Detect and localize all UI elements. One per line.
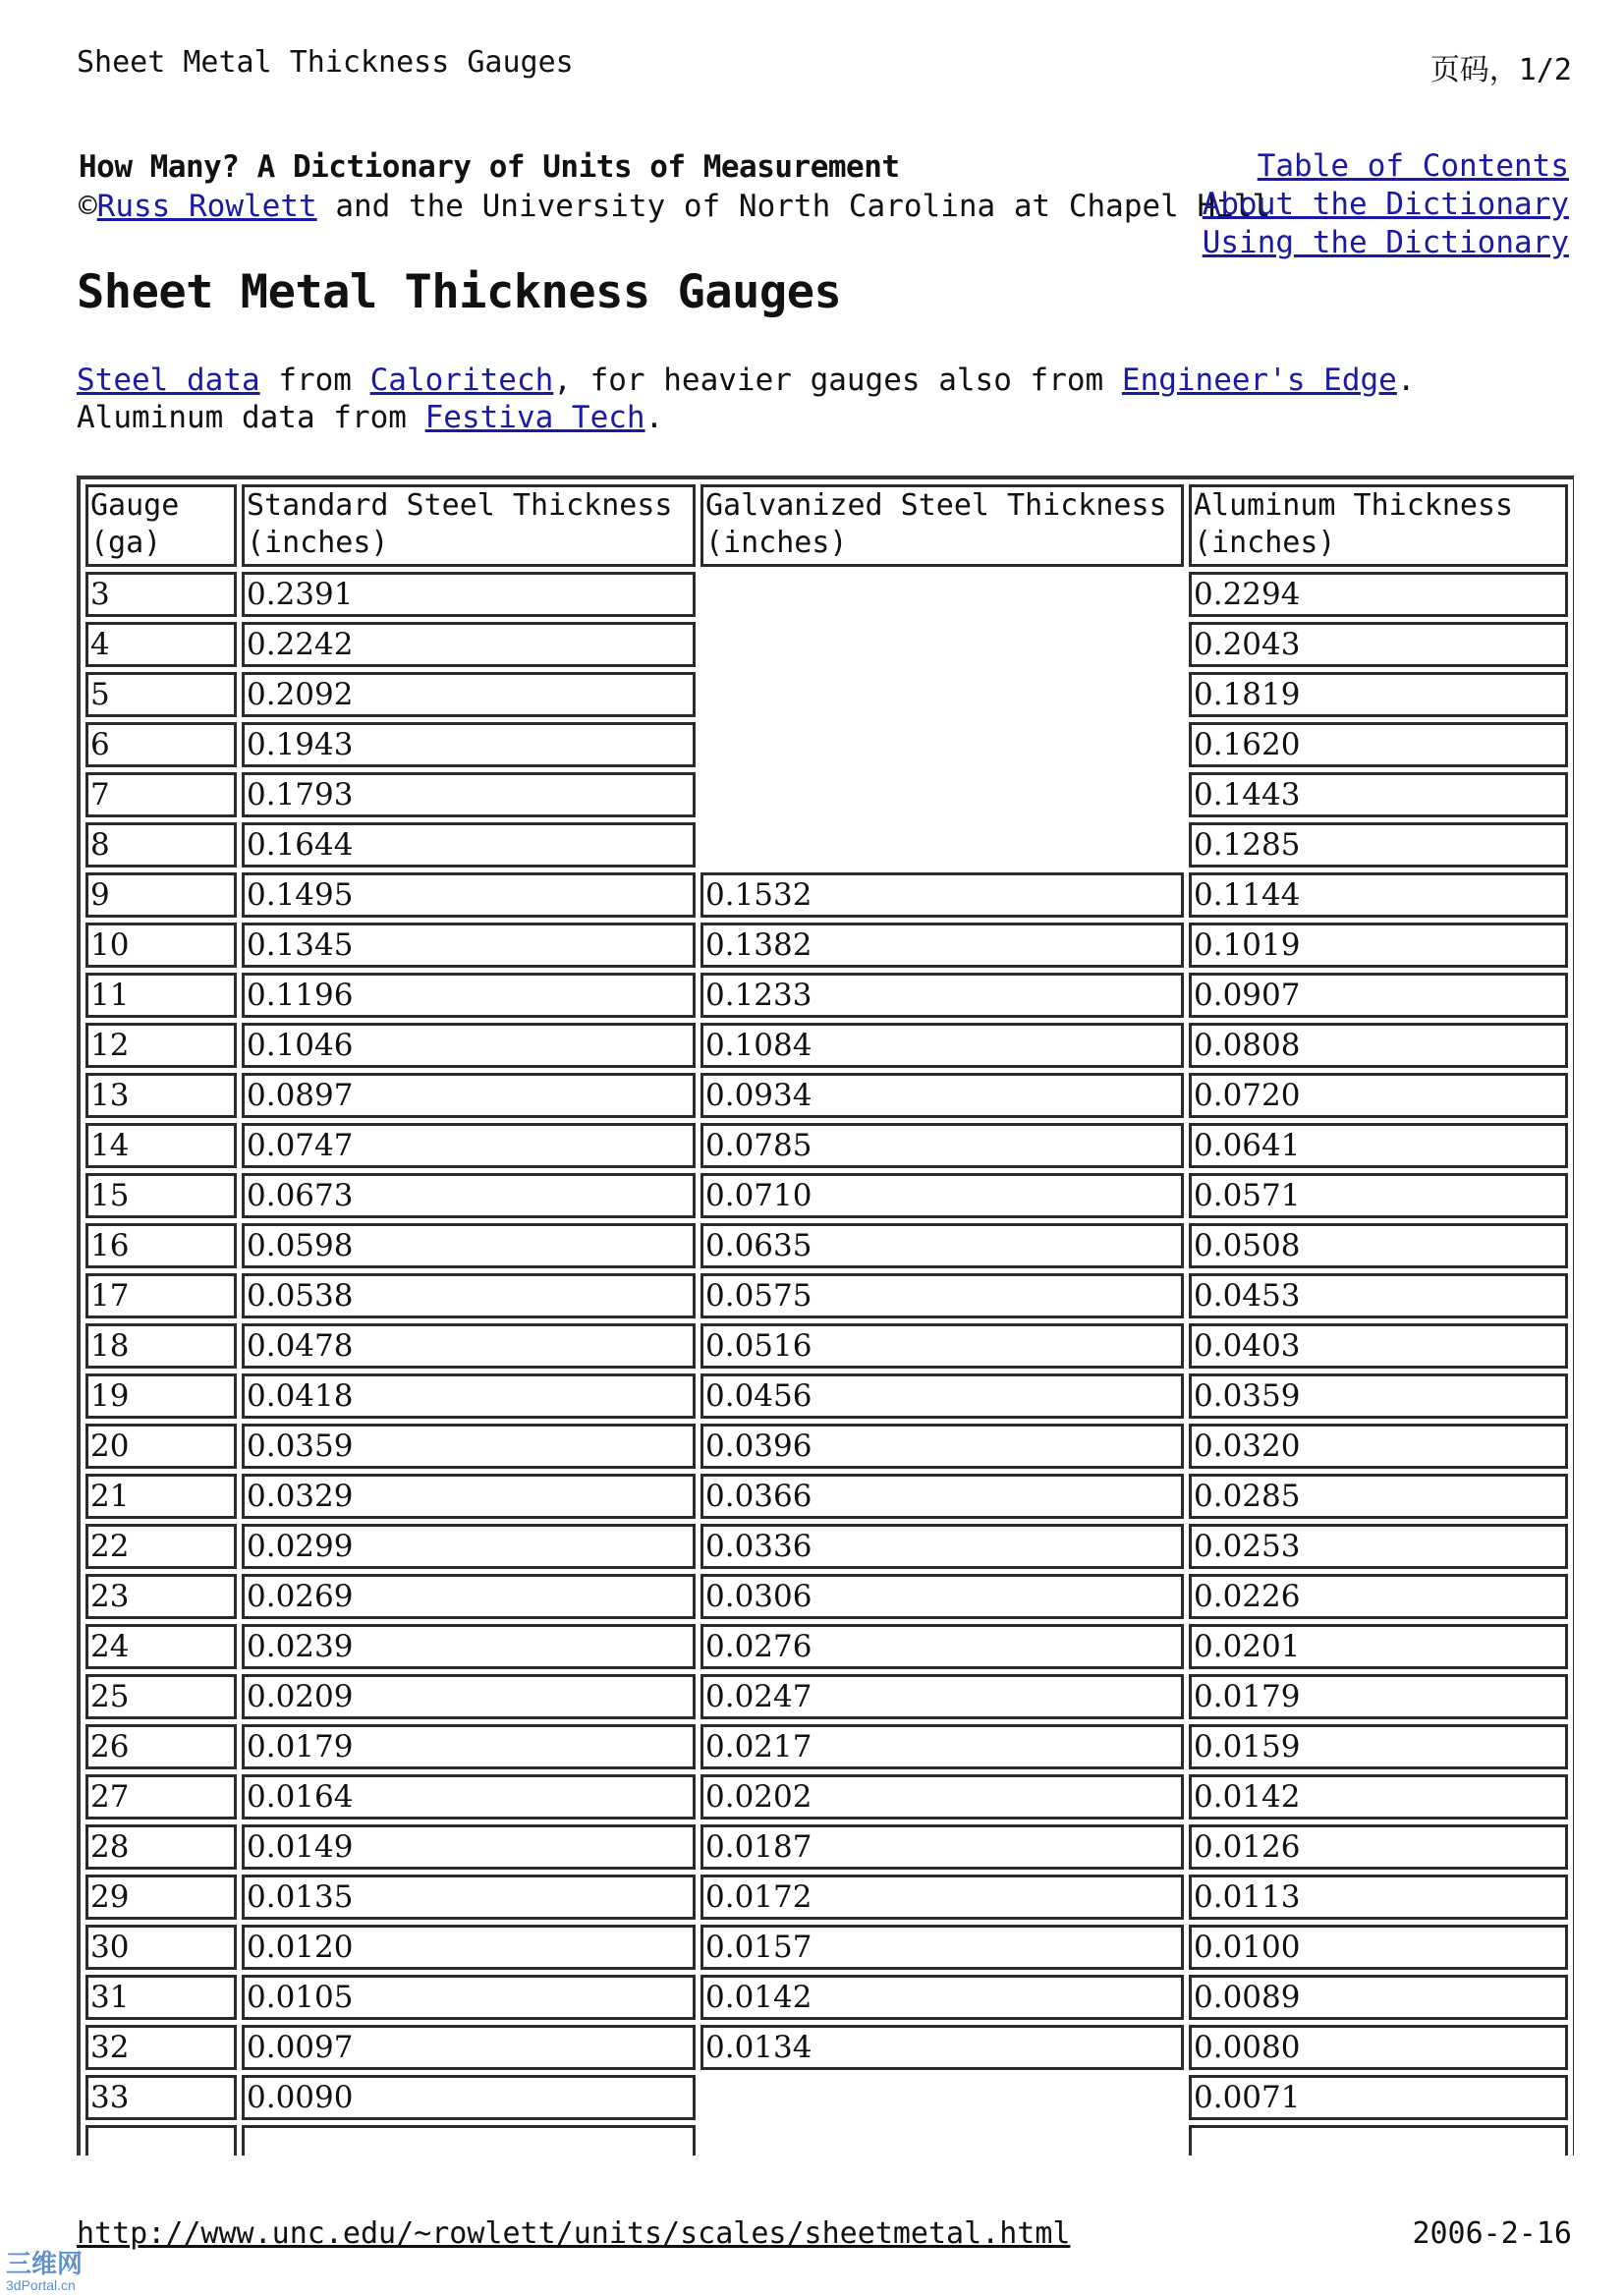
table-row xyxy=(85,1524,1568,1569)
cell-galvanized-steel xyxy=(700,572,1184,617)
cell-standard-steel: 0.0149 xyxy=(242,1824,696,1870)
table-row xyxy=(85,1774,1568,1820)
cell-aluminum: 0.0285 xyxy=(1189,1474,1568,1519)
cell-galvanized-steel: 0.0456 xyxy=(700,1373,1184,1419)
watermark-logo xyxy=(6,2252,83,2293)
cell-galvanized-steel: 0.1233 xyxy=(700,973,1184,1018)
cell-gauge: 26 xyxy=(85,1724,237,1769)
cell-standard-steel: 0.0209 xyxy=(242,1674,696,1719)
cell-galvanized-steel: 0.1084 xyxy=(700,1023,1184,1068)
cell-gauge: 12 xyxy=(85,1023,237,1068)
cell-gauge: 15 xyxy=(85,1173,237,1218)
nav-links xyxy=(1203,147,1569,262)
cell-aluminum: 0.0641 xyxy=(1189,1123,1568,1168)
cell-galvanized-steel: 0.0575 xyxy=(700,1273,1184,1318)
table-row xyxy=(85,1373,1568,1419)
cell-galvanized-steel: 0.0202 xyxy=(700,1774,1184,1820)
cell-standard-steel: 0.1046 xyxy=(242,1023,696,1068)
cell-aluminum: 0.0720 xyxy=(1189,1073,1568,1118)
header-aluminum: Aluminum Thickness (inches) xyxy=(1189,484,1568,567)
table-row xyxy=(85,923,1568,968)
table-row xyxy=(85,1173,1568,1218)
cell-aluminum: 0.0113 xyxy=(1189,1875,1568,1920)
table-row xyxy=(85,1424,1568,1469)
cell-aluminum: 0.0126 xyxy=(1189,1824,1568,1870)
running-header-page-number: 页码，1/2 xyxy=(1429,53,1572,87)
site-title: How Many? A Dictionary of Units of Measurement xyxy=(79,149,900,185)
table-row xyxy=(85,1073,1568,1118)
cell-gauge: 19 xyxy=(85,1373,237,1419)
cell-standard-steel: 0.0478 xyxy=(242,1323,696,1369)
cell-gauge: 25 xyxy=(85,1674,237,1719)
cell-aluminum: 0.0159 xyxy=(1189,1724,1568,1769)
cell-aluminum: 0.0571 xyxy=(1189,1173,1568,1218)
table-header-row xyxy=(85,484,1568,567)
cell-gauge: 4 xyxy=(85,622,237,667)
copyright-symbol: © xyxy=(79,189,97,224)
table-row xyxy=(85,973,1568,1018)
table-row xyxy=(85,722,1568,767)
cell-galvanized-steel: 0.0396 xyxy=(700,1424,1184,1469)
cell-aluminum: 0.1144 xyxy=(1189,872,1568,918)
table-row xyxy=(85,572,1568,617)
cell-galvanized-steel: 0.0306 xyxy=(700,1574,1184,1619)
table-row xyxy=(85,1474,1568,1519)
cell-gauge: 22 xyxy=(85,1524,237,1569)
copyright-line xyxy=(79,189,1270,224)
cell-aluminum: 0.1620 xyxy=(1189,722,1568,767)
cell-standard-steel: 0.0329 xyxy=(242,1474,696,1519)
cell-galvanized-steel xyxy=(700,672,1184,717)
cell-galvanized-steel: 0.0785 xyxy=(700,1123,1184,1168)
cell-galvanized-steel xyxy=(700,772,1184,817)
cell-gauge: 30 xyxy=(85,1925,237,1970)
cell-galvanized-steel xyxy=(700,2075,1184,2120)
header-standard-steel: Standard Steel Thickness (inches) xyxy=(242,484,696,567)
cell-aluminum: 0.0226 xyxy=(1189,1574,1568,1619)
cell-gauge: 18 xyxy=(85,1323,237,1369)
table-row xyxy=(85,872,1568,918)
cell-standard-steel: 0.0598 xyxy=(242,1223,696,1268)
cell-gauge: 10 xyxy=(85,923,237,968)
cell-gauge: 28 xyxy=(85,1824,237,1870)
cell-galvanized-steel xyxy=(700,2125,1184,2156)
cell-gauge: 11 xyxy=(85,973,237,1018)
cell-gauge: 8 xyxy=(85,822,237,868)
cell-standard-steel: 0.1345 xyxy=(242,923,696,968)
header-galvanized-steel: Galvanized Steel Thickness (inches) xyxy=(700,484,1184,567)
cell-aluminum: 0.2294 xyxy=(1189,572,1568,617)
cell-aluminum: 0.0907 xyxy=(1189,973,1568,1018)
table-row xyxy=(85,1875,1568,1920)
cell-aluminum: 0.1285 xyxy=(1189,822,1568,868)
gauge-table-container xyxy=(77,476,1574,2156)
cell-galvanized-steel: 0.0366 xyxy=(700,1474,1184,1519)
table-row xyxy=(85,622,1568,667)
intro-text-end: . xyxy=(644,400,664,435)
nav-using-dictionary-link[interactable]: Using the Dictionary xyxy=(1202,225,1569,260)
cell-standard-steel: 0.1793 xyxy=(242,772,696,817)
cell-standard-steel: 0.0097 xyxy=(242,2025,696,2070)
cell-standard-steel: 0.0164 xyxy=(242,1774,696,1820)
cell-standard-steel: 0.0239 xyxy=(242,1624,696,1669)
cell-aluminum: 0.0453 xyxy=(1189,1273,1568,1318)
table-row xyxy=(85,822,1568,868)
festiva-tech-link[interactable]: Festiva Tech xyxy=(424,400,645,435)
table-row xyxy=(85,1824,1568,1870)
cell-standard-steel: 0.1196 xyxy=(242,973,696,1018)
caloritech-link[interactable]: Caloritech xyxy=(369,363,554,398)
table-row xyxy=(85,772,1568,817)
cell-aluminum: 0.0071 xyxy=(1189,2075,1568,2120)
cell-galvanized-steel: 0.0142 xyxy=(700,1975,1184,2020)
table-row xyxy=(85,672,1568,717)
cell-standard-steel: 0.1495 xyxy=(242,872,696,918)
cell-standard-steel: 0.0090 xyxy=(242,2075,696,2120)
cell-aluminum: 0.0142 xyxy=(1189,1774,1568,1820)
table-row xyxy=(85,1574,1568,1619)
cell-aluminum: 0.1019 xyxy=(1189,923,1568,968)
copyright-rest: and the University of North Carolina at Chapel Hill xyxy=(335,189,1271,224)
cell-aluminum xyxy=(1189,2125,1568,2156)
cell-standard-steel: 0.0418 xyxy=(242,1373,696,1419)
cell-aluminum: 0.0080 xyxy=(1189,2025,1568,2070)
cell-gauge: 14 xyxy=(85,1123,237,1168)
author-link[interactable]: Russ Rowlett xyxy=(96,189,317,224)
table-body xyxy=(85,572,1568,2156)
cell-gauge xyxy=(85,2125,237,2156)
cell-aluminum: 0.0320 xyxy=(1189,1424,1568,1469)
watermark-sub-text: 3dPortal.cn xyxy=(6,2277,76,2293)
cell-aluminum: 0.0100 xyxy=(1189,1925,1568,1970)
table-row xyxy=(85,2125,1568,2156)
cell-galvanized-steel: 0.0276 xyxy=(700,1624,1184,1669)
engineers-edge-link[interactable]: Engineer's Edge xyxy=(1121,363,1397,398)
cell-aluminum: 0.0201 xyxy=(1189,1624,1568,1669)
cell-standard-steel: 0.0135 xyxy=(242,1875,696,1920)
table-row xyxy=(85,1123,1568,1168)
table-row xyxy=(85,1975,1568,2020)
cell-gauge: 31 xyxy=(85,1975,237,2020)
cell-gauge: 32 xyxy=(85,2025,237,2070)
cell-standard-steel: 0.0179 xyxy=(242,1724,696,1769)
cell-gauge: 16 xyxy=(85,1223,237,1268)
cell-galvanized-steel: 0.1382 xyxy=(700,923,1184,968)
cell-standard-steel: 0.1943 xyxy=(242,722,696,767)
cell-standard-steel: 0.0897 xyxy=(242,1073,696,1118)
cell-galvanized-steel: 0.0187 xyxy=(700,1824,1184,1870)
gauge-table xyxy=(77,476,1574,2156)
cell-standard-steel: 0.0747 xyxy=(242,1123,696,1168)
cell-standard-steel: 0.0359 xyxy=(242,1424,696,1469)
cell-galvanized-steel: 0.0157 xyxy=(700,1925,1184,1970)
cell-galvanized-steel: 0.0172 xyxy=(700,1875,1184,1920)
cell-standard-steel: 0.0673 xyxy=(242,1173,696,1218)
cell-galvanized-steel: 0.0247 xyxy=(700,1674,1184,1719)
table-row xyxy=(85,1925,1568,1970)
cell-standard-steel: 0.0299 xyxy=(242,1524,696,1569)
table-row xyxy=(85,1624,1568,1669)
cell-standard-steel: 0.1644 xyxy=(242,822,696,868)
cell-aluminum: 0.2043 xyxy=(1189,622,1568,667)
header-gauge: Gauge (ga) xyxy=(85,484,237,567)
cell-aluminum: 0.0508 xyxy=(1189,1223,1568,1268)
cell-aluminum: 0.0403 xyxy=(1189,1323,1568,1369)
table-row xyxy=(85,1323,1568,1369)
cell-galvanized-steel: 0.0134 xyxy=(700,2025,1184,2070)
watermark-main-text: 三维网 xyxy=(6,2250,84,2279)
table-row xyxy=(85,2075,1568,2120)
cell-galvanized-steel: 0.0710 xyxy=(700,1173,1184,1218)
cell-gauge: 20 xyxy=(85,1424,237,1469)
cell-standard-steel: 0.0120 xyxy=(242,1925,696,1970)
cell-gauge: 21 xyxy=(85,1474,237,1519)
nav-table-of-contents-link[interactable]: Table of Contents xyxy=(1257,148,1569,184)
cell-galvanized-steel xyxy=(700,622,1184,667)
cell-aluminum: 0.0253 xyxy=(1189,1524,1568,1569)
cell-gauge: 6 xyxy=(85,722,237,767)
cell-gauge: 13 xyxy=(85,1073,237,1118)
table-row xyxy=(85,1674,1568,1719)
footer-date: 2006-2-16 xyxy=(1412,2216,1572,2251)
cell-galvanized-steel: 0.0336 xyxy=(700,1524,1184,1569)
cell-standard-steel: 0.0538 xyxy=(242,1273,696,1318)
cell-gauge: 3 xyxy=(85,572,237,617)
page-title: Sheet Metal Thickness Gauges xyxy=(77,265,842,319)
cell-gauge: 7 xyxy=(85,772,237,817)
cell-gauge: 29 xyxy=(85,1875,237,1920)
cell-aluminum: 0.0089 xyxy=(1189,1975,1568,2020)
cell-galvanized-steel xyxy=(700,822,1184,868)
running-header-left: Sheet Metal Thickness Gauges xyxy=(77,45,574,80)
cell-galvanized-steel: 0.0635 xyxy=(700,1223,1184,1268)
cell-galvanized-steel xyxy=(700,722,1184,767)
cell-galvanized-steel: 0.0516 xyxy=(700,1323,1184,1369)
intro-paragraph xyxy=(77,362,1550,436)
table-row xyxy=(85,1223,1568,1268)
cell-aluminum: 0.0359 xyxy=(1189,1373,1568,1419)
cell-standard-steel: 0.2092 xyxy=(242,672,696,717)
cell-standard-steel: 0.2242 xyxy=(242,622,696,667)
steel-data-link[interactable]: Steel data xyxy=(77,363,260,398)
cell-gauge: 33 xyxy=(85,2075,237,2120)
table-row xyxy=(85,1023,1568,1068)
cell-standard-steel xyxy=(242,2125,696,2156)
cell-gauge: 23 xyxy=(85,1574,237,1619)
intro-text-aluminum: . Aluminum data from xyxy=(77,363,1416,435)
table-row xyxy=(85,2025,1568,2070)
cell-galvanized-steel: 0.1532 xyxy=(700,872,1184,918)
cell-standard-steel: 0.2391 xyxy=(242,572,696,617)
cell-galvanized-steel: 0.0934 xyxy=(700,1073,1184,1118)
footer-url-link[interactable]: http://www.unc.edu/~rowlett/units/scales/sheetmetal.html xyxy=(77,2216,1071,2251)
cell-galvanized-steel: 0.0217 xyxy=(700,1724,1184,1769)
nav-about-dictionary-link[interactable]: About the Dictionary xyxy=(1202,187,1569,222)
cell-gauge: 5 xyxy=(85,672,237,717)
cell-standard-steel: 0.0105 xyxy=(242,1975,696,2020)
cell-aluminum: 0.1443 xyxy=(1189,772,1568,817)
cell-aluminum: 0.0808 xyxy=(1189,1023,1568,1068)
cell-gauge: 24 xyxy=(85,1624,237,1669)
cell-standard-steel: 0.0269 xyxy=(242,1574,696,1619)
intro-text-from: from xyxy=(278,363,352,398)
cell-gauge: 27 xyxy=(85,1774,237,1820)
cell-aluminum: 0.1819 xyxy=(1189,672,1568,717)
table-row xyxy=(85,1724,1568,1769)
cell-gauge: 17 xyxy=(85,1273,237,1318)
cell-aluminum: 0.0179 xyxy=(1189,1674,1568,1719)
intro-text-mid: , for heavier gauges also from xyxy=(553,363,1104,398)
cell-gauge: 9 xyxy=(85,872,237,918)
table-row xyxy=(85,1273,1568,1318)
